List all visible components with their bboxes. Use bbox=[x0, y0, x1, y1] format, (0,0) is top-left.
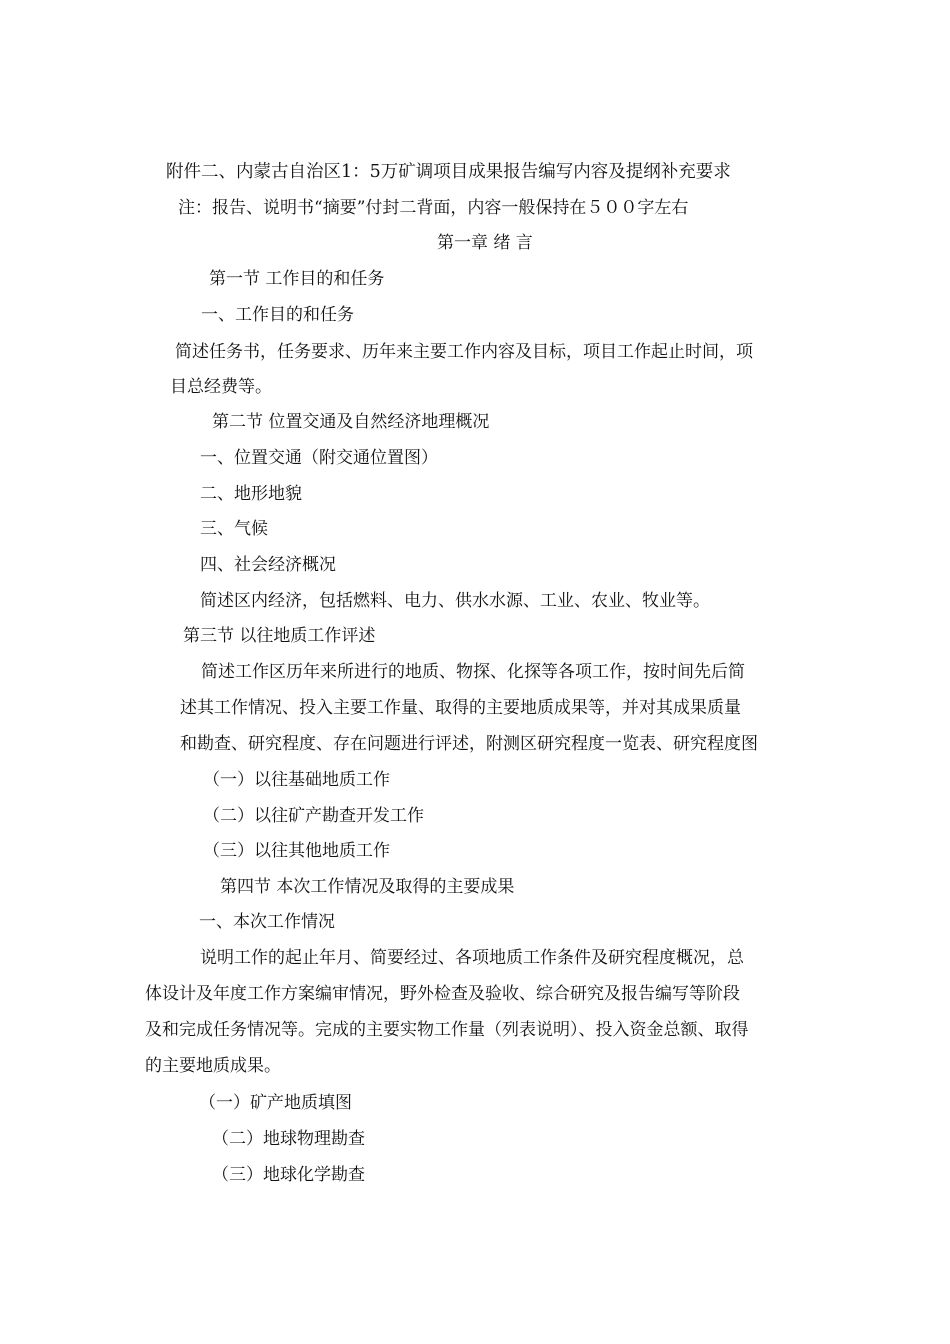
chapter-heading: 第一章 绪 言 bbox=[437, 233, 533, 253]
paragraph-line: 的主要地质成果。 bbox=[145, 1056, 281, 1076]
paragraph-line: 说明工作的起止年月、简要经过、各项地质工作条件及研究程度概况，总 bbox=[200, 948, 744, 968]
document-title: 附件二、内蒙古自治区1：5万矿调项目成果报告编写内容及提纲补充要求 bbox=[166, 162, 731, 182]
list-item: 二、地形地貌 bbox=[200, 484, 302, 504]
paragraph-line: 及和完成任务情况等。完成的主要实物工作量（列表说明）、投入资金总额、取得 bbox=[145, 1020, 749, 1040]
section-heading: 第二节 位置交通及自然经济地理概况 bbox=[212, 412, 490, 432]
document-note: 注：报告、说明书“摘要”付封二背面，内容一般保持在５００字左右 bbox=[178, 198, 689, 218]
paragraph-line: 简述区内经济，包括燃料、电力、供水水源、工业、农业、牧业等。 bbox=[200, 591, 710, 611]
paragraph-line: 述其工作情况、投入主要工作量、取得的主要地质成果等，并对其成果质量 bbox=[180, 698, 741, 718]
paragraph-line: 简述工作区历年来所进行的地质、物探、化探等各项工作，按时间先后简 bbox=[201, 662, 745, 682]
section-heading: 第四节 本次工作情况及取得的主要成果 bbox=[220, 877, 515, 897]
section-heading: 第一节 工作目的和任务 bbox=[209, 269, 385, 289]
paragraph-line: 简述任务书，任务要求、历年来主要工作内容及目标，项目工作起止时间，项 bbox=[175, 342, 753, 362]
section-heading: 第三节 以往地质工作评述 bbox=[183, 626, 376, 646]
paragraph-line: 和勘查、研究程度、存在问题进行评述，附测区研究程度一览表、研究程度图 bbox=[180, 734, 758, 754]
list-item: （一）以往基础地质工作 bbox=[203, 770, 390, 790]
list-item: （三）地球化学勘查 bbox=[212, 1165, 365, 1185]
list-item: （三）以往其他地质工作 bbox=[203, 841, 390, 861]
list-item: 四、社会经济概况 bbox=[200, 555, 336, 575]
list-item: （二）以往矿产勘查开发工作 bbox=[203, 806, 424, 826]
paragraph-line: 目总经费等。 bbox=[170, 377, 272, 397]
paragraph-line: 体设计及年度工作方案编审情况，野外检查及验收、综合研究及报告编写等阶段 bbox=[145, 984, 740, 1004]
list-item: （二）地球物理勘查 bbox=[212, 1129, 365, 1149]
list-item: 一、工作目的和任务 bbox=[201, 305, 354, 325]
list-item: 一、位置交通（附交通位置图） bbox=[200, 448, 438, 468]
list-item: 三、气候 bbox=[200, 519, 268, 539]
list-item: 一、本次工作情况 bbox=[199, 912, 335, 932]
list-item: （一）矿产地质填图 bbox=[199, 1093, 352, 1113]
